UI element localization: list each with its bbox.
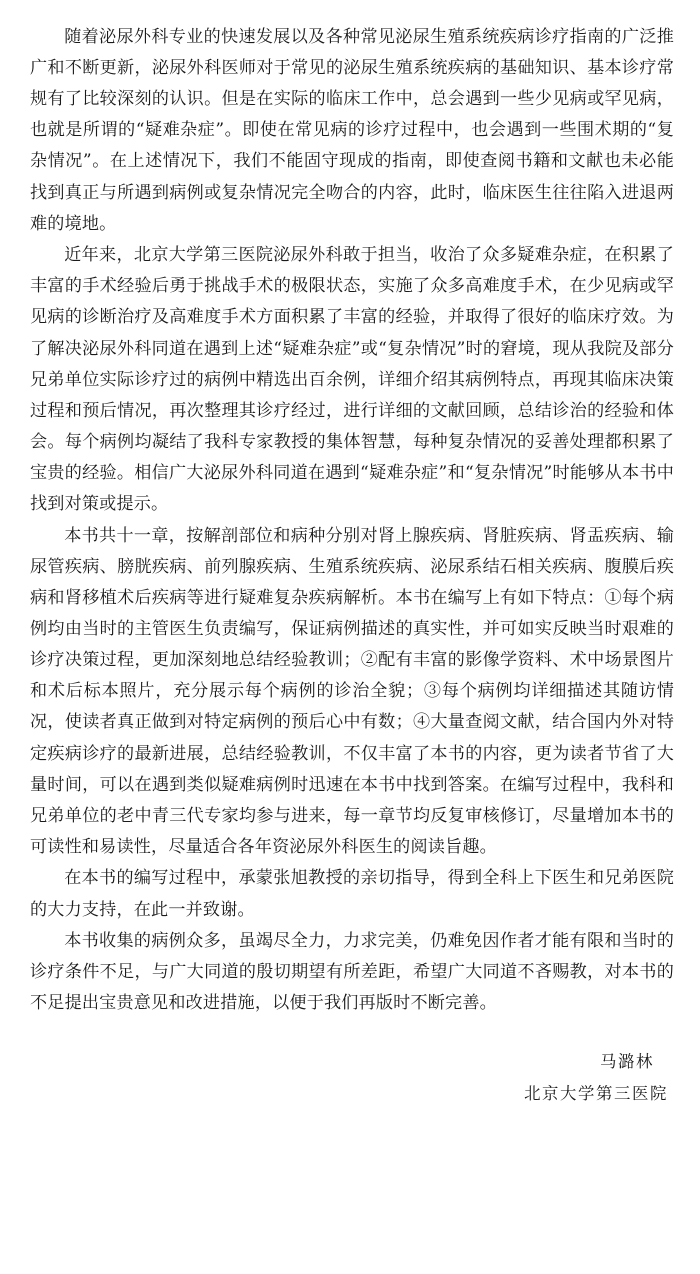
signature-organization: 北京大学第三医院 [524, 1084, 668, 1104]
signature-block [30, 1046, 674, 1112]
paragraph: 随着泌尿外科专业的快速发展以及各种常见泌尿生殖系统疾病诊疗指南的广泛推广和不断更新，泌尿外科医师对于常见的泌尿生殖系统疾病的基础知识、基本诊疗常规有了比较深刻的认识。但是在实际的临床工作中，总会遇到一些少见病或罕见病，也就是所谓的“疑难杂症”。即使在常见病的诊疗过程中，也会遇到一些围术期的“复杂情况”。在上述情况下，我们不能固守现成的指南，即使查阅书籍和文献也未必能找到真正与所遇到病例或复杂情况完全吻合的内容，此时，临床医生往往陷入进退两难的境地。 [30, 27, 674, 234]
paragraph: 本书收集的病例众多，虽竭尽全力，力求完美，仍难免因作者才能有限和当时的诊疗条件不足，与广大同道的殷切期望有所差距，希望广大同道不吝赐教，对本书的不足提出宝贵意见和改进措施，以便于我们再版时不断完善。 [30, 931, 674, 1014]
paragraph: 本书共十一章，按解剖部位和病种分别对肾上腺疾病、肾脏疾病、肾盂疾病、输尿管疾病、膀胱疾病、前列腺疾病、生殖系统疾病、泌尿系结石相关疾病、腹膜后疾病和肾移植术后疾病等进行疑难复杂疾病解析。本书在编写上有如下特点：①每个病例均由当时的主管医生负责编写，保证病例描述的真实性，并可如实反映当时艰难的诊疗决策过程，更加深刻地总结经验教训；②配有丰富的影像学资料、术中场景图片和术后标本照片，充分展示每个病例的诊治全貌；③每个病例均详细描述其随访情况，使读者真正做到对特定病例的预后心中有数；④大量查阅文献，结合国内外对特定疾病诊疗的最新进展，总结经验教训，不仅丰富了本书的内容，更为读者节省了大量时间，可以在遇到类似疑难病例时迅速在本书中找到答案。在编写过程中，我科和兄弟单位的老中青三代专家均参与进来，每一章节均反复审核修订，尽量增加本书的可读性和易读性，尽量适合各年资泌尿外科医生的阅读旨趣。 [30, 525, 674, 857]
paragraph: 在本书的编写过程中，承蒙张旭教授的亲切指导，得到全科上下医生和兄弟医院的大力支持，在此一并致谢。 [30, 868, 674, 920]
paragraph: 近年来，北京大学第三医院泌尿外科敢于担当，收治了众多疑难杂症，在积累了丰富的手术经验后勇于挑战手术的极限状态，实施了众多高难度手术，在少见病或罕见病的诊断治疗及高难度手术方面积累了丰富的经验，并取得了很好的临床疗效。为了解决泌尿外科同道在遇到上述“疑难杂症”或“复杂情况”时的窘境，现从我院及部分兄弟单位实际诊疗过的病例中精选出百余例，详细介绍其病例特点，再现其临床决策过程和预后情况，再次整理其诊疗经过，进行详细的文献回顾，总结诊治的经验和体会。每个病例均凝结了我科专家教授的集体智慧，每种复杂情况的妥善处理都积累了宝贵的经验。相信广大泌尿外科同道在遇到“疑难杂症”和“复杂情况”时能够从本书中找到对策或提示。 [30, 245, 674, 515]
signature-author: 马潞林 [600, 1051, 654, 1071]
preface-body [30, 22, 674, 1020]
